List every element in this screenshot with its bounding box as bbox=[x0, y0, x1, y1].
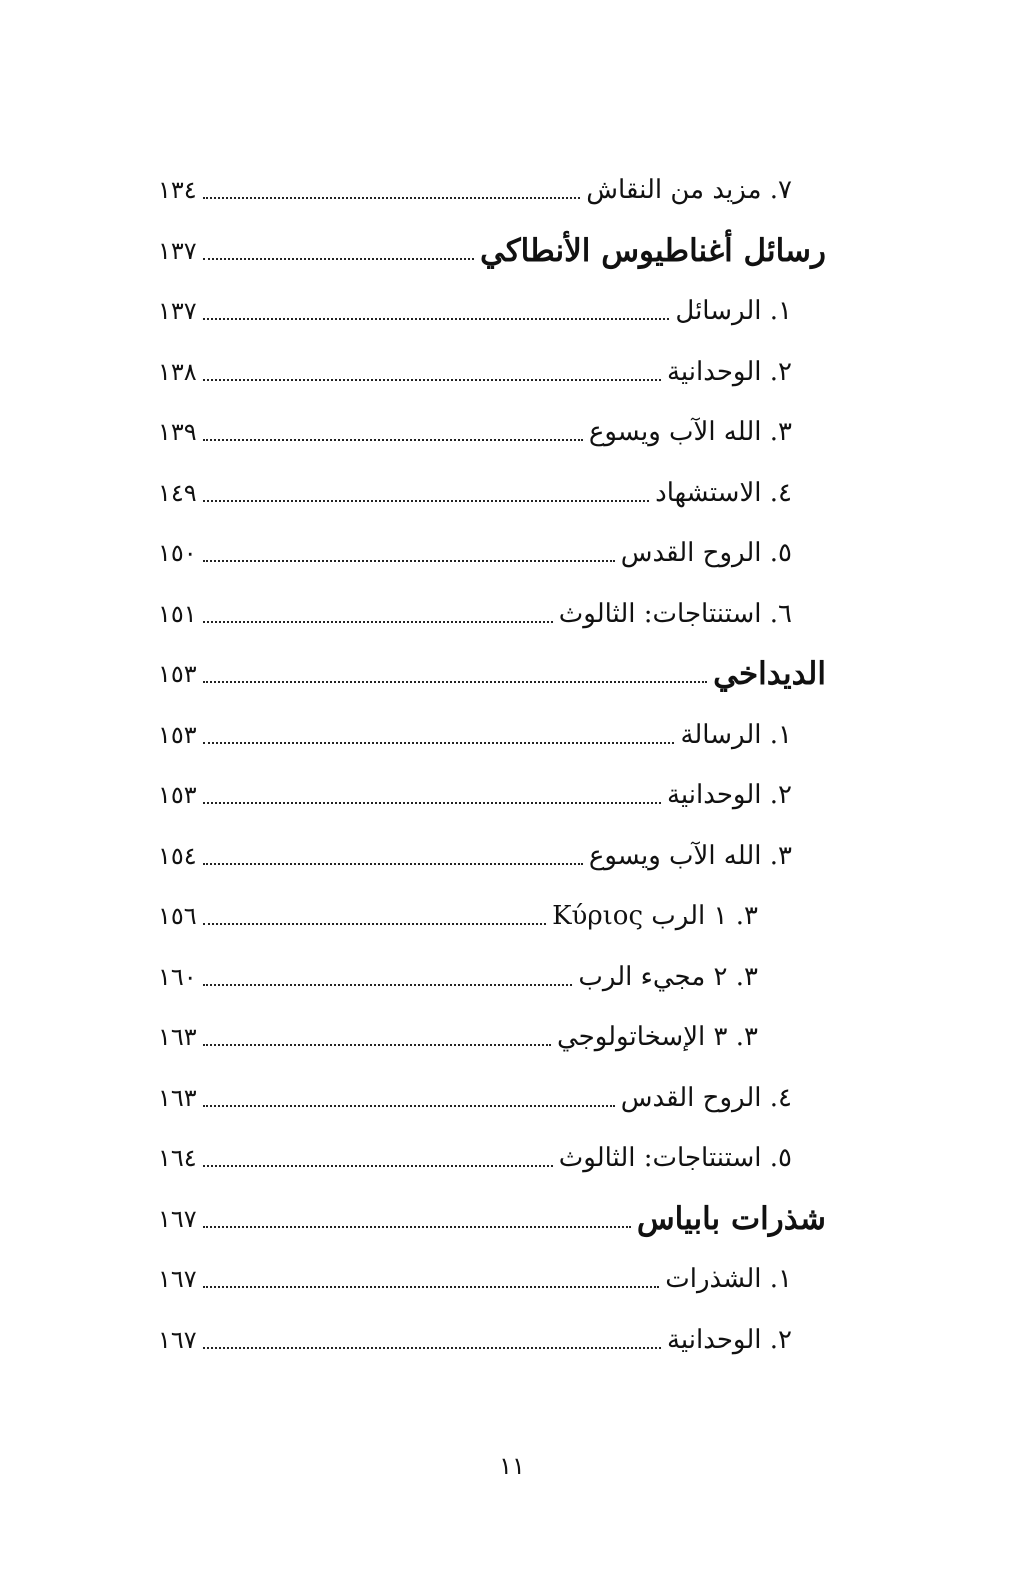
toc-entry-page: ١٦٣ bbox=[158, 1083, 197, 1112]
toc-section-entry bbox=[158, 826, 826, 887]
dot-leader bbox=[203, 379, 661, 381]
toc-entry-page: ١٥٠ bbox=[158, 539, 197, 568]
toc-entry-page: ١٦٣ bbox=[158, 1023, 197, 1052]
toc-entry-page: ١٦٤ bbox=[158, 1144, 197, 1173]
dot-leader bbox=[203, 621, 553, 623]
dot-leader bbox=[203, 318, 670, 320]
toc-entry-label: ٧. مزيد من النقاش bbox=[586, 175, 792, 206]
dot-leader bbox=[203, 1165, 553, 1167]
toc-section-entry bbox=[158, 281, 826, 342]
toc-entry-page: ١٣٨ bbox=[158, 357, 197, 386]
toc-entry-label: الديداخي bbox=[713, 656, 826, 693]
toc-section-entry bbox=[158, 1007, 826, 1068]
toc-entry-page: ١٦٧ bbox=[158, 1265, 197, 1294]
toc-entry-page: ١٦٠ bbox=[158, 962, 197, 991]
toc-chapter-entry bbox=[158, 644, 826, 705]
toc-entry-page: ١٣٩ bbox=[158, 418, 197, 447]
toc-entry-page: ١٣٧ bbox=[158, 297, 197, 326]
dot-leader bbox=[203, 500, 649, 502]
toc-entry-label: ٣. الله الآب ويسوع bbox=[588, 417, 792, 448]
dot-leader bbox=[203, 258, 474, 260]
toc-entry-page: ١٥٣ bbox=[158, 720, 197, 749]
dot-leader bbox=[203, 560, 615, 562]
toc-section-entry bbox=[158, 886, 826, 947]
toc-section-entry bbox=[158, 705, 826, 766]
toc-section-entry bbox=[158, 584, 826, 645]
toc-entry-page: ١٥٣ bbox=[158, 781, 197, 810]
toc-entry-label: ٢. الوحدانية bbox=[666, 780, 792, 811]
dot-leader bbox=[203, 1044, 551, 1046]
toc-section-entry bbox=[158, 947, 826, 1008]
toc-entry-label: ٣. الله الآب ويسوع bbox=[588, 840, 792, 871]
dot-leader bbox=[203, 863, 583, 865]
toc-chapter-entry bbox=[158, 221, 826, 282]
toc-entry-label: ٢. الوحدانية bbox=[666, 356, 792, 387]
toc-entry-page: ١٦٧ bbox=[158, 1325, 197, 1354]
toc-section-entry bbox=[158, 342, 826, 403]
dot-leader bbox=[203, 439, 583, 441]
toc-section-entry bbox=[158, 765, 826, 826]
dot-leader bbox=[203, 923, 546, 925]
toc-entry-page: ١٥٣ bbox=[158, 660, 197, 689]
dot-leader bbox=[203, 742, 675, 744]
toc-entry-page: ١٦٧ bbox=[158, 1204, 197, 1233]
toc-section-entry bbox=[158, 1310, 826, 1371]
page-number: ١١ bbox=[499, 1452, 525, 1480]
dot-leader bbox=[203, 1286, 660, 1288]
dot-leader bbox=[203, 197, 581, 199]
dot-leader bbox=[203, 681, 707, 683]
toc-entry-label: ٣. ١ الرب Κύριος bbox=[552, 901, 758, 932]
toc-entry-page: ١٤٩ bbox=[158, 478, 197, 507]
toc-entry-page: ١٥١ bbox=[158, 599, 197, 628]
toc-entry-label: ٣. ٣ الإسخاتولوجي bbox=[556, 1022, 758, 1053]
table-of-contents bbox=[158, 160, 826, 1370]
toc-entry-label: ٤. الروح القدس bbox=[620, 1082, 792, 1113]
toc-entry-label: ٥. الروح القدس bbox=[620, 538, 792, 569]
toc-section-entry bbox=[158, 1128, 826, 1189]
toc-entry-label: شذرات بابياس bbox=[636, 1200, 826, 1237]
toc-section-entry bbox=[158, 523, 826, 584]
toc-entry-label: ٦. استنتاجات: الثالوث bbox=[558, 598, 792, 629]
dot-leader bbox=[203, 1105, 615, 1107]
toc-entry-label: ١. الرسالة bbox=[680, 719, 792, 750]
toc-entry-label: ٤. الاستشهاد bbox=[655, 477, 792, 508]
toc-entry-label: ٢. الوحدانية bbox=[666, 1324, 792, 1355]
toc-entry-page: ١٥٦ bbox=[158, 902, 197, 931]
toc-section-entry bbox=[158, 402, 826, 463]
toc-entry-label: ٥. استنتاجات: الثالوث bbox=[558, 1143, 792, 1174]
dot-leader bbox=[203, 984, 573, 986]
toc-entry-page: ١٥٤ bbox=[158, 841, 197, 870]
toc-section-entry bbox=[158, 1249, 826, 1310]
dot-leader bbox=[203, 1347, 661, 1349]
dot-leader bbox=[203, 802, 661, 804]
toc-entry-label: ٣. ٢ مجيء الرب bbox=[578, 961, 758, 992]
toc-section-entry bbox=[158, 463, 826, 524]
toc-entry-page: ١٣٧ bbox=[158, 236, 197, 265]
toc-chapter-entry bbox=[158, 1189, 826, 1250]
toc-entry-label: ١. الشذرات bbox=[665, 1264, 792, 1295]
toc-section-entry bbox=[158, 1068, 826, 1129]
toc-entry-label: ١. الرسائل bbox=[675, 296, 792, 327]
toc-section-entry bbox=[158, 160, 826, 221]
toc-entry-label: رسائل أغناطيوس الأنطاكي bbox=[480, 232, 826, 269]
dot-leader bbox=[203, 1226, 631, 1228]
toc-entry-page: ١٣٤ bbox=[158, 176, 197, 205]
